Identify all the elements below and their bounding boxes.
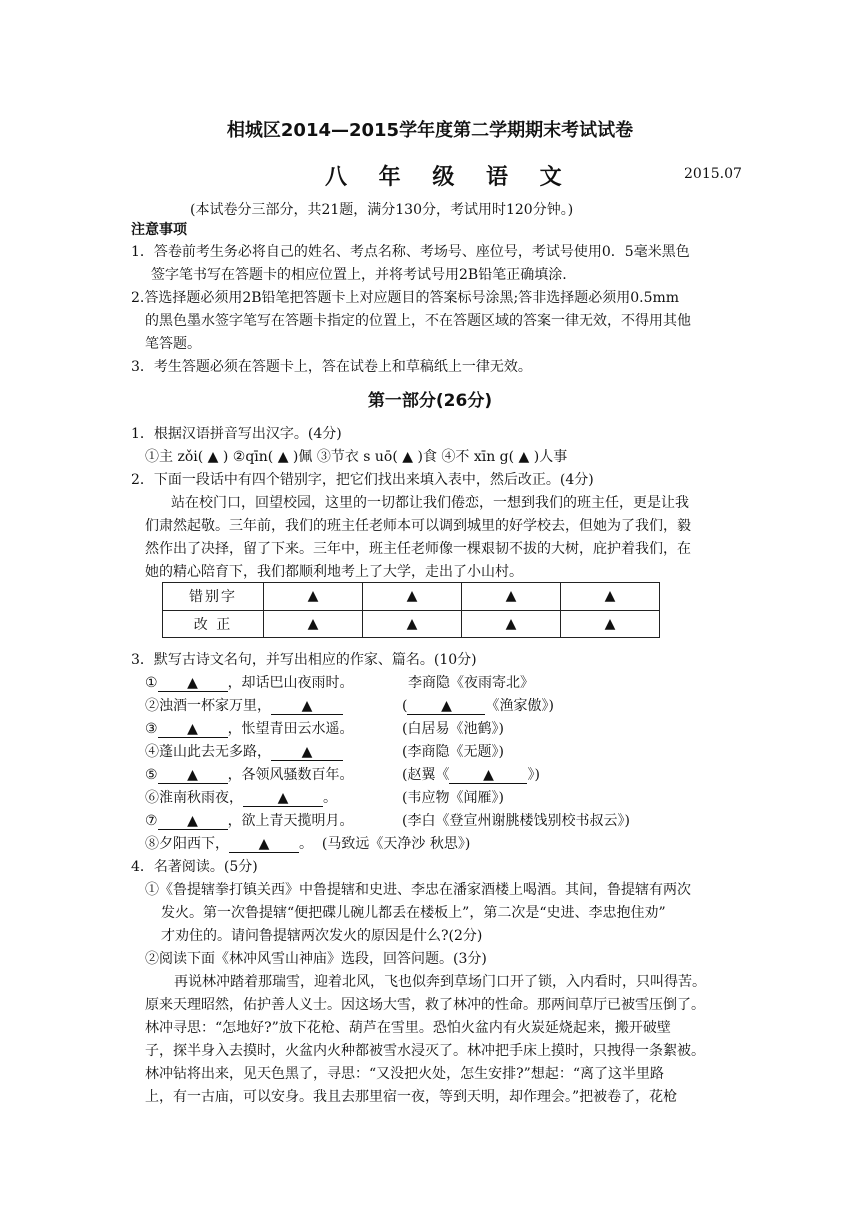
poem-source bbox=[402, 696, 554, 716]
exam-note: (本试卷分三部分，共21题，满分130分，考试用时120分钟。) bbox=[190, 202, 574, 218]
table-row bbox=[163, 583, 660, 611]
answer-blank: ▲ bbox=[449, 767, 527, 784]
source-text: ( bbox=[402, 698, 408, 714]
source-text: (赵翼《 bbox=[402, 767, 450, 783]
poem-text: ⑥淮南秋雨夜， bbox=[145, 790, 243, 806]
poem-item bbox=[145, 811, 354, 831]
q4-sub1-line: ①《鲁提辖拳打镇关西》中鲁提辖和史进、李忠在潘家酒楼上喝酒。其间，鲁提辖有两次 bbox=[145, 882, 691, 898]
q3-stem: 3．默写古诗文名句，并写出相应的作家、篇名。(10分) bbox=[131, 652, 477, 668]
q4-passage-line: 再说林冲踏着那瑞雪，迎着北风，飞也似奔到草场门口开了锁，入内看时，只叫得苦。 bbox=[174, 974, 706, 990]
q4-passage-line: 林冲钻将出来，见天色黑了，寻思：“又没把火处，怎生安排?”想起：“离了这半里路 bbox=[145, 1066, 664, 1082]
answer-blank: ▲ bbox=[271, 698, 343, 715]
answer-blank: ▲ bbox=[407, 698, 485, 715]
part1-heading: 第一部分(26分) bbox=[367, 391, 493, 411]
answer-mark: ▲ bbox=[264, 610, 363, 638]
q2-passage-line: 们肃然起敬。三年前，我们的班主任老师本可以调到城里的好学校去，但她为了我们，毅 bbox=[145, 518, 691, 534]
poem-source: (李白《登宣州谢朓楼饯别校书叔云》) bbox=[402, 813, 630, 829]
poem-source: (白居易《池鹤》) bbox=[402, 721, 504, 737]
answer-blank: ▲ bbox=[158, 813, 228, 830]
poem-text: 。 bbox=[323, 790, 337, 806]
poem-prefix: ③ bbox=[145, 721, 158, 737]
answer-mark: ▲ bbox=[363, 610, 462, 638]
answer-blank: ▲ bbox=[158, 767, 228, 784]
poem-source: (马致远《天净沙 秋思》) bbox=[321, 836, 471, 852]
poem-item bbox=[145, 765, 354, 785]
answer-blank: ▲ bbox=[158, 675, 228, 692]
poem-item bbox=[145, 719, 354, 739]
poem-source: (韦应物《闻雁》) bbox=[402, 790, 504, 806]
exam-title: 相城区2014—2015学年度第二学期期末考试试卷 bbox=[226, 120, 634, 141]
answer-mark: ▲ bbox=[264, 583, 363, 611]
q4-stem: 4．名著阅读。(5分) bbox=[131, 859, 258, 875]
poem-text: ，却话巴山夜雨时。 bbox=[227, 675, 354, 691]
poem-text: 。 bbox=[299, 836, 313, 852]
typo-table bbox=[162, 582, 660, 638]
correction-row-label: 改 正 bbox=[163, 610, 264, 638]
poem-prefix: ① bbox=[145, 675, 158, 691]
q2-passage-line: 然作出了决择，留了下来。三年中，班主任老师像一棵艰韧不拔的大树，庇护着我们，在 bbox=[145, 541, 691, 557]
notice-heading: 注意事项 bbox=[131, 222, 187, 238]
exam-date: 2015.07 bbox=[684, 166, 742, 182]
source-text: 》) bbox=[527, 767, 540, 783]
q4-passage-line: 林冲寻思：“怎地好?”放下花枪、葫芦在雪里。恐怕火盆内有火炭延烧起来，搬开破壁 bbox=[145, 1020, 671, 1036]
notice-line: 3．考生答题必须在答题卡上，答在试卷上和草稿纸上一律无效。 bbox=[131, 359, 532, 375]
answer-blank: ▲ bbox=[271, 744, 343, 761]
subject-title: 八 年 级 语 文 bbox=[325, 165, 574, 190]
poem-source: 李商隐《夜雨寄北》 bbox=[408, 675, 534, 691]
q4-passage-line: 上，有一古庙，可以安身。我且去那里宿一夜，等到天明，却作理会。”把被卷了，花枪 bbox=[145, 1089, 678, 1105]
poem-text: ，欲上青天揽明月。 bbox=[227, 813, 354, 829]
typo-row-label: 错别字 bbox=[163, 583, 264, 611]
answer-mark: ▲ bbox=[561, 583, 660, 611]
q4-sub1-line: 才劝住的。请问鲁提辖两次发火的原因是什么?(2分) bbox=[161, 928, 483, 944]
poem-text: ，各领风骚数百年。 bbox=[227, 767, 354, 783]
notice-line: 签字笔书写在答题卡的相应位置上，并将考试号用2B铅笔正确填涂. bbox=[151, 267, 567, 283]
poem-text: ②浊酒一杯家万里， bbox=[145, 698, 271, 714]
answer-mark: ▲ bbox=[363, 583, 462, 611]
poem-item bbox=[145, 696, 343, 716]
poem-item bbox=[145, 673, 354, 693]
notice-line: 笔答题。 bbox=[145, 336, 201, 352]
q2-stem: 2．下面一段话中有四个错别字，把它们找出来填入表中，然后改正。(4分) bbox=[131, 472, 594, 488]
answer-mark: ▲ bbox=[462, 610, 561, 638]
notice-line: 1．答卷前考生务必将自己的姓名、考点名称、考场号、座位号，考试号使用0．5毫米黑色 bbox=[131, 244, 690, 260]
poem-prefix: ⑦ bbox=[145, 813, 158, 829]
q4-sub1-line: 发火。第一次鲁提辖“便把碟儿碗儿都丢在楼板上”，第二次是“史进、李忠抱住劝” bbox=[161, 905, 666, 921]
notice-line: 的黑色墨水签字笔写在答题卡指定的位置上，不在答题区域的答案一律无效，不得用其他 bbox=[145, 313, 691, 329]
q4-sub2-stem: ②阅读下面《林冲风雪山神庙》选段，回答问题。(3分) bbox=[145, 951, 487, 967]
answer-blank: ▲ bbox=[229, 836, 299, 853]
answer-mark: ▲ bbox=[462, 583, 561, 611]
poem-item bbox=[145, 788, 337, 808]
poem-item bbox=[145, 834, 470, 854]
q1-stem: 1．根据汉语拼音写出汉字。(4分) bbox=[131, 426, 342, 442]
poem-text: ，怅望青田云水遥。 bbox=[227, 721, 354, 737]
answer-blank: ▲ bbox=[243, 790, 323, 807]
table-row bbox=[163, 610, 660, 638]
q2-passage-line: 站在校门口，回望校园，这里的一切都让我们倦恋，一想到我们的班主任，更是让我 bbox=[171, 495, 689, 511]
source-text: 《渔家傲》) bbox=[485, 698, 554, 714]
poem-text: ⑧夕阳西下， bbox=[145, 836, 229, 852]
poem-source bbox=[402, 765, 540, 785]
poem-source: (李商隐《无题》) bbox=[402, 744, 504, 760]
q4-passage-line: 原来天理昭然，佑护善人义士。因这场大雪，救了林冲的性命。那两间草厅已被雪压倒了。 bbox=[145, 997, 705, 1013]
poem-prefix: ⑤ bbox=[145, 767, 158, 783]
q4-passage-line: 子，探半身入去摸时，火盆内火种都被雪水浸灭了。林冲把手床上摸时，只拽得一条絮被。 bbox=[145, 1043, 705, 1059]
answer-mark: ▲ bbox=[561, 610, 660, 638]
poem-text: ④蓬山此去无多路， bbox=[145, 744, 271, 760]
q2-passage-line: 她的精心陪育下，我们都顺利地考上了大学，走出了小山村。 bbox=[145, 564, 523, 580]
answer-blank: ▲ bbox=[158, 721, 228, 738]
poem-item bbox=[145, 742, 343, 762]
q1-items: ①主 zǒi( ▲ ) ②qīn( ▲ )佩 ③节衣 s uō( ▲ )食 ④不 xīn g( ▲ )人事 bbox=[145, 449, 568, 465]
notice-line: 2.答选择题必须用2B铅笔把答题卡上对应题目的答案标号涂黑;答非选择题必须用0.5mm bbox=[131, 290, 680, 306]
